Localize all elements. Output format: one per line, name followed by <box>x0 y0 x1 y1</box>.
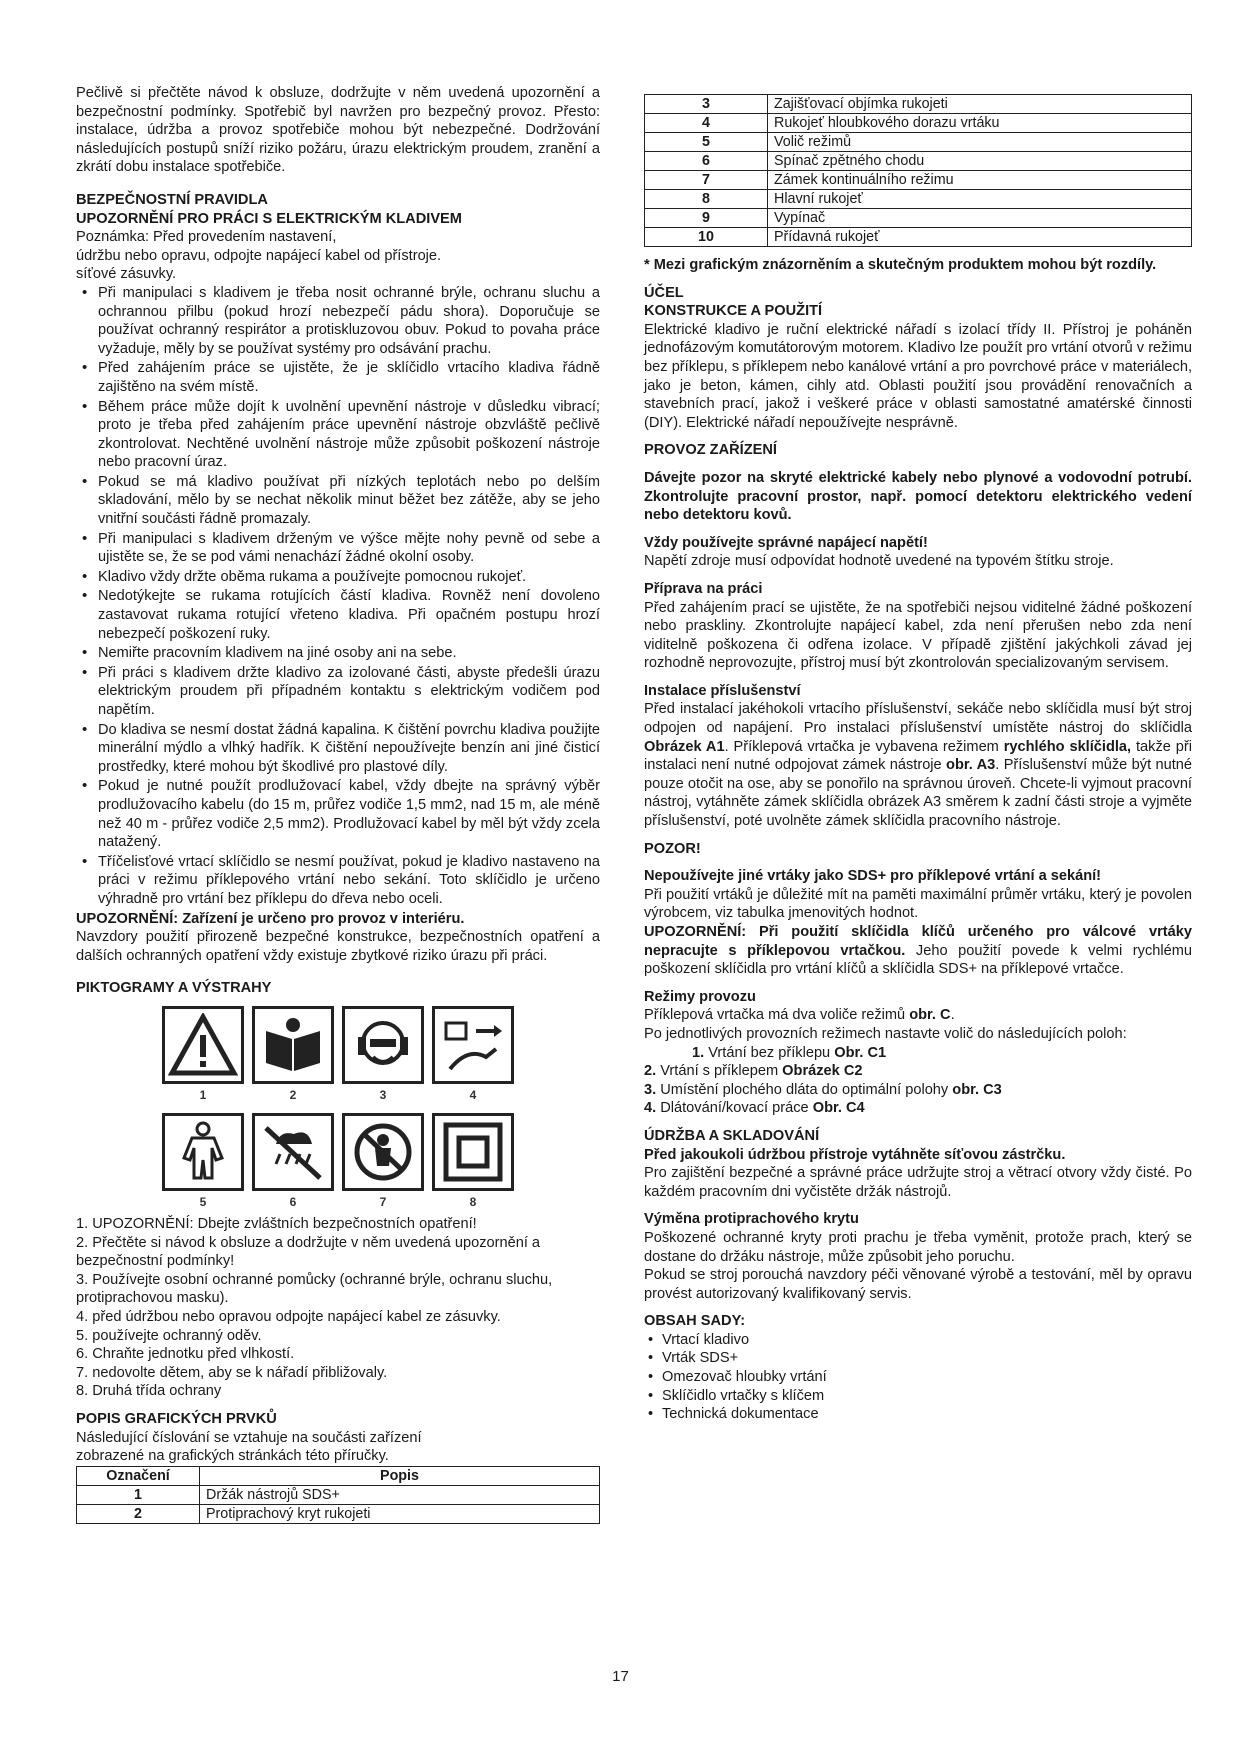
list-item: • Při manipulaci s kladivem je třeba nosit ochranné brýle, ochranu sluchu a ochrannou přilbu (pokud hrozí nebezpečí pádu shora). Doporučuje se používat ochranný respirátor a protiskluzovou obuv. Pokud to povaha práce vyžaduje, měly by se používat systémy pro odsávání prachu. <box>98 284 600 358</box>
table-row <box>645 190 1192 209</box>
table-row <box>645 152 1192 171</box>
interior-warning: UPOZORNĚNÍ: Zařízení je určeno pro provoz v interiéru. <box>76 910 465 927</box>
table-header-row <box>77 1466 600 1485</box>
figure-reference: obr. A3 <box>946 757 996 774</box>
list-item: • Do kladiva se nesmí dostat žádná kapalina. K čištění povrchu kladiva použijte minerální mýdlo a vlhký hadřík. K čištění nepoužívejte benzín ani jiné čisticí prostředky, které mohou být škodlivé pro plastové díly. <box>98 721 600 777</box>
list-item: • Nemiřte pracovním kladivem na jiné osoby ani na sebe. <box>98 644 600 663</box>
pictograms-heading: PIKTOGRAMY A VÝSTRAHY <box>76 980 272 997</box>
table-row <box>645 133 1192 152</box>
modes-heading: Režimy provozu <box>644 988 756 1005</box>
part-number: 5 <box>645 133 768 152</box>
difference-note: * Mezi grafickým znázorněním a skutečným produktem mohou být rozdíly. <box>644 257 1157 273</box>
list-item: • Při práci s kladivem držte kladivo za izolované části, abyste předešli úrazu elektrickým proudem při případném kontaktu s elektrickým vodičem pod napětím. <box>98 664 600 720</box>
maintenance-text: Pro zajištění bezpečné a správné práce udržujte stroj a větrací otvory vždy čisté. Po každém pracovním dni vyčistěte držák nástrojů. <box>644 1165 1192 1200</box>
construction-heading: KONSTRUKCE A POUŽITÍ <box>644 303 823 320</box>
note-line: síťové zásuvky. <box>76 266 177 283</box>
table-row <box>645 114 1192 133</box>
purpose-heading: ÚČEL <box>644 284 684 301</box>
part-description: Vypínač <box>768 209 1192 228</box>
maintenance-heading: ÚDRŽBA A SKLADOVÁNÍ <box>644 1127 820 1144</box>
hidden-cables-warning: Dávejte pozor na skryté elektrické kabely nebo plynové a vodovodní potrubí. Zkontrolujte pracovní prostor, např. pomocí detektoru elektrického vedení nebo detektoru kovů. <box>644 469 1192 524</box>
table-row <box>77 1485 600 1504</box>
construction-text: Elektrické kladivo je ruční elektrické nářadí s izolací třídy II. Přístroj je poháněn jednofázovým komutátorovým motorem. Kladivo lze použít pro vrtání otvorů v režimu bez příklepu, s příklepem nebo kanálové vrtání a pro povrchové práce v materiálech, jako je beton, kámen, cihly atd. Oblasti použití jsou provádění renovačních a stavebních prací, jakož i veškeré práce v oblasti samostatné amatérské činnosti (DIY). Elektrické nářadí nepoužívejte nesprávně. <box>644 321 1192 431</box>
table-row <box>645 209 1192 228</box>
list-item: • Sklíčidlo vrtačky s klíčem <box>662 1387 1192 1406</box>
service-text: Pokud se stroj porouchá navzdory péči věnované výrobě a testování, měl by opravu provést autorizovaný kvalifikovaný servis. <box>644 1267 1192 1302</box>
maintenance-unplug-warning: Před jakoukoli údržbou přístroje vytáhněte síťovou zástrčku. <box>644 1146 1066 1163</box>
part-description: Rukojeť hloubkového dorazu vrtáku <box>768 114 1192 133</box>
pictogram-number: 2 <box>289 1087 297 1102</box>
preparation-heading: Příprava na práci <box>644 580 763 597</box>
preparation-text: Před zahájením prací se ujistěte, že na spotřebiči nejsou viditelné žádné poškození nebo praskliny. Zkontrolujte napájecí kabel, zda není přerušen nebo zda není viditelně poškozena či odřena izolace. V případě zjištění jakýchkoli závad jej rozhodně neprovozujte, přístroj musí být zkontrolován specializovaným servisem. <box>644 599 1192 672</box>
pictogram-legend-item: 6. Chraňte jednotku před vlhkostí. <box>76 1346 295 1363</box>
pictogram-legend-item: 4. před údržbou nebo opravou odpojte napájecí kabel ze zásuvky. <box>76 1309 501 1326</box>
voltage-heading: Vždy používejte správné napájecí napětí! <box>644 534 928 551</box>
mode-text: Vrtání bez příklepu <box>704 1044 835 1061</box>
class-two-protection-icon <box>432 1113 514 1191</box>
hammer-warning-heading: UPOZORNĚNÍ PRO PRÁCI S ELEKTRICKÝM KLADIVEM <box>76 210 462 227</box>
quick-chuck-term: rychlého sklíčidla, <box>1003 738 1132 755</box>
pictogram-number: 1 <box>199 1087 207 1102</box>
table-header-id: Označení <box>77 1466 200 1485</box>
voltage-text: Napětí zdroje musí odpovídat hodnotě uvedené na typovém štítku stroje. <box>644 553 1114 570</box>
list-item: • Vrtací kladivo <box>662 1331 1192 1350</box>
page-number: 17 <box>612 1668 629 1685</box>
list-item: • Technická dokumentace <box>662 1405 1192 1424</box>
intro-paragraph: Pečlivě si přečtěte návod k obsluze, dodržujte v něm uvedená upozornění a bezpečnostní podmínky. Spotřebič byl navržen pro bezpečný provoz. Přesto: instalace, údržba a provoz spotřebiče mohou být nebezpečné. Dodržování následujících postupů sníží riziko požáru, úrazu elektrickým proudem, zranění a zkrátí dobu instalace spotřebiče. <box>76 85 600 176</box>
part-number: 6 <box>645 152 768 171</box>
modes-text <box>644 1006 1192 1025</box>
text-segment: takže při instalaci není nutné odpojovat zámek nástroje <box>644 738 1192 774</box>
parts-table <box>76 1466 600 1524</box>
unplug-icon <box>432 1006 514 1084</box>
pictogram-number: 4 <box>469 1087 477 1102</box>
mode-number: 1. <box>692 1044 705 1061</box>
list-item: • Omezovač hloubky vrtání <box>662 1368 1192 1387</box>
moisture-icon <box>252 1113 334 1191</box>
chuck-warning-bold: UPOZORNĚNÍ: Při použití sklíčidla klíčů určeného pro válcové vrtáky nepracujte s příklepovou vrtačkou. <box>644 924 1192 959</box>
sds-warning-heading: Nepoužívejte jiné vrtáky jako SDS+ pro příklepové vrtání a sekání! <box>644 868 1102 885</box>
note-line: údržbu nebo opravu, odpojte napájecí kabel od přístroje. <box>76 247 442 264</box>
part-number: 7 <box>645 171 768 190</box>
warning-triangle-icon <box>162 1006 244 1084</box>
residual-risk-text: Navzdory použití přirozeně bezpečné konstrukce, bezpečnostních opatření a dalších ochranných opatření vždy existuje zbytkové riziko úrazu při práci. <box>76 929 600 964</box>
list-item: • Pokud je nutné použít prodlužovací kabel, vždy dbejte na správný výběr prodlužovacího kabelu (do 15 m, průřez vodiče 1,5 mm2, nad 15 m, ale méně než 40 m - průřez vodiče 2,5 mm2). Prodlužovací kabel by měl být vždy zcela natažený. <box>98 777 600 851</box>
note-line: Poznámka: Před provedením nastavení, <box>76 229 337 246</box>
mode-item <box>644 1081 1192 1100</box>
kit-contents-heading: OBSAH SADY: <box>644 1313 746 1330</box>
part-number: 8 <box>645 190 768 209</box>
mode-item <box>644 1099 1192 1118</box>
mode-number: 3. <box>644 1081 657 1098</box>
part-description: Protiprachový kryt rukojeti <box>200 1504 600 1523</box>
part-number: 3 <box>645 95 768 114</box>
list-item: • Před zahájením práce se ujistěte, že je sklíčidlo vrtacího kladiva řádně zajištěno na svém místě. <box>98 359 600 396</box>
read-manual-icon <box>252 1006 334 1084</box>
table-row <box>645 95 1192 114</box>
text-segment: . Příslušenství může být nutné pouze otočit na ose, aby se ponořilo na správnou úroveň. Chcete-li vyjmout pracovní nástroj, vytáhněte zámek sklíčidla obrázek A3 směrem k zadní části stroje a vyjměte příslušenství, poté uvolněte zámek sklíčidla pracovního nástroje. <box>644 757 1193 830</box>
protective-clothing-icon <box>162 1113 244 1191</box>
mode-text: Dlátování/kovací práce <box>656 1100 813 1117</box>
part-description: Spínač zpětného chodu <box>768 152 1192 171</box>
figure-reference: obr. C3 <box>952 1081 1002 1098</box>
part-number: 4 <box>645 114 768 133</box>
text-segment: Před instalací jakéhokoli vrtacího příslušenství, sekáče nebo sklíčidla musí být stroj odpojen od napájení. Pro instalaci příslušenství umístěte nástroj do sklíčidla <box>644 701 1192 737</box>
pictogram-legend-item: 7. nedovolte dětem, aby se k nářadí přibližovaly. <box>76 1364 388 1381</box>
graphics-intro-line: Následující číslování se vztahuje na součásti zařízení <box>76 1429 422 1446</box>
pictogram-labels-2 <box>76 1193 600 1212</box>
part-description: Zajišťovací objímka rukojeti <box>768 95 1192 114</box>
part-description: Hlavní rukojeť <box>768 190 1192 209</box>
operation-heading: PROVOZ ZAŘÍZENÍ <box>644 442 777 459</box>
pictogram-row-2 <box>76 1113 600 1191</box>
graphics-intro-line: zobrazené na grafických stránkách této příručky. <box>76 1448 389 1465</box>
safety-bullet-list <box>76 284 600 909</box>
list-item: • Vrták SDS+ <box>662 1349 1192 1368</box>
protective-gear-icon <box>342 1006 424 1084</box>
list-item: • Během práce může dojít k uvolnění upevnění nástroje v důsledku vibrací; proto je třeba před zahájením práce upevnění nástroje obzvláště pečlivě zkontrolovat. Nechtěné uvolnění nástroje může způsobit poškození nástroje nebo pracovní úraz. <box>98 398 600 472</box>
pictogram-number: 3 <box>379 1087 387 1102</box>
text-segment: Jeho použití povede k velmi rychlému poškození sklíčidla pro vrtání klíčů a sklíčidla SDS+ na příklepové vrtačce. <box>644 942 1193 978</box>
no-children-icon <box>342 1113 424 1191</box>
figure-reference: Obr. C1 <box>834 1044 887 1061</box>
figure-reference: Obrázek A1 <box>644 738 725 755</box>
table-row <box>645 171 1192 190</box>
graphics-heading: POPIS GRAFICKÝCH PRVKŮ <box>76 1411 277 1428</box>
pictogram-legend-item: 5. používejte ochranný oděv. <box>76 1327 262 1344</box>
pictogram-row-1 <box>76 1006 600 1084</box>
pictogram-number: 6 <box>289 1194 297 1209</box>
text-segment: Příklepová vrtačka má dva voliče režimů <box>644 1007 910 1024</box>
pictogram-number: 7 <box>379 1194 387 1209</box>
part-description: Držák nástrojů SDS+ <box>200 1485 600 1504</box>
table-header-desc: Popis <box>200 1466 600 1485</box>
text-segment: . <box>950 1007 955 1024</box>
sds-text: Při použití vrtáků je důležité mít na paměti maximální průměr vrtáku, který je povolen výrobcem, viz tabulka jmenovitých hodnot. <box>644 886 1192 922</box>
pictogram-legend-item: 2. Přečtěte si návod k obsluze a dodržujte v něm uvedená upozornění a bezpečnostní podmínky! <box>76 1234 541 1270</box>
safety-rules-heading: BEZPEČNOSTNÍ PRAVIDLA <box>76 191 268 208</box>
list-item: • Při manipulaci s kladivem drženým ve výšce mějte nohy pevně od sebe a ujistěte se, že se pod vámi nenachází žádné okolní osoby. <box>98 530 600 567</box>
mode-text: Umístění plochého dláta do optimální polohy <box>656 1081 953 1098</box>
figure-reference: obr. C <box>909 1007 951 1024</box>
part-number: 1 <box>77 1485 200 1504</box>
mode-item <box>644 1062 1192 1081</box>
mode-number: 4. <box>644 1100 657 1117</box>
modes-intro: Po jednotlivých provozních režimech nastavte volič do následujících poloh: <box>644 1025 1127 1042</box>
part-description: Volič režimů <box>768 133 1192 152</box>
accessory-install-heading: Instalace příslušenství <box>644 682 801 699</box>
part-description: Přídavná rukojeť <box>768 228 1192 247</box>
figure-reference: Obr. C4 <box>812 1100 865 1117</box>
pictogram-legend-item: 8. Druhá třída ochrany <box>76 1383 222 1400</box>
parts-table-continued <box>644 94 1192 247</box>
pictogram-number: 5 <box>199 1194 207 1209</box>
table-row <box>645 228 1192 247</box>
pictogram-number: 8 <box>469 1194 477 1209</box>
dust-cover-text: Poškozené ochranné kryty proti prachu je třeba vyměnit, protože prach, který se dostane do držáku nástroje, může způsobit jeho poruchu. <box>644 1229 1192 1265</box>
text-segment: . Příklepová vrtačka je vybavena režimem <box>724 738 1004 755</box>
mode-number: 2. <box>644 1063 657 1080</box>
figure-reference: Obrázek C2 <box>782 1063 863 1080</box>
part-description: Zámek kontinuálního režimu <box>768 171 1192 190</box>
pictogram-labels-1 <box>76 1086 600 1105</box>
left-column <box>76 84 600 1524</box>
mode-text: Vrtání s příklepem <box>656 1063 783 1080</box>
accessory-install-text <box>644 700 1192 830</box>
part-number: 9 <box>645 209 768 228</box>
list-item: • Kladivo vždy držte oběma rukama a používejte pomocnou rukojeť. <box>98 568 600 587</box>
pictogram-legend-item: 3. Používejte osobní ochranné pomůcky (ochranné brýle, ochranu sluchu, protiprachovou masku). <box>76 1271 553 1307</box>
list-item: • Nedotýkejte se rukama rotujících částí kladiva. Rovněž není dovoleno zastavovat rukama rotující vřeteno kladiva. Při opačném postupu hrozí nebezpečí poškození ruky. <box>98 587 600 643</box>
part-number: 10 <box>645 228 768 247</box>
list-item: • Pokud se má kladivo používat při nízkých teplotách nebo po delším skladování, mělo by se nechat několik minut běžet bez zátěže, aby se jeho vnitřní součásti řádně promazaly. <box>98 473 600 529</box>
chuck-warning <box>644 923 1192 979</box>
dust-cover-heading: Výměna protiprachového krytu <box>644 1211 859 1228</box>
caution-heading: POZOR! <box>644 840 701 857</box>
part-number: 2 <box>77 1504 200 1523</box>
table-row <box>77 1504 600 1523</box>
right-column <box>644 94 1192 1424</box>
kit-contents-list <box>644 1331 1192 1424</box>
list-item: • Tříčelisťové vrtací sklíčidlo se nesmí používat, pokud je kladivo nastaveno na práci v režimu příklepového vrtání nebo sekání. Toto sklíčidlo je určeno výhradně pro vrtání bez příklepu do dřeva nebo oceli. <box>98 853 600 909</box>
pictogram-legend-item: 1. UPOZORNĚNÍ: Dbejte zvláštních bezpečnostních opatření! <box>76 1216 477 1233</box>
mode-item <box>644 1044 1192 1063</box>
